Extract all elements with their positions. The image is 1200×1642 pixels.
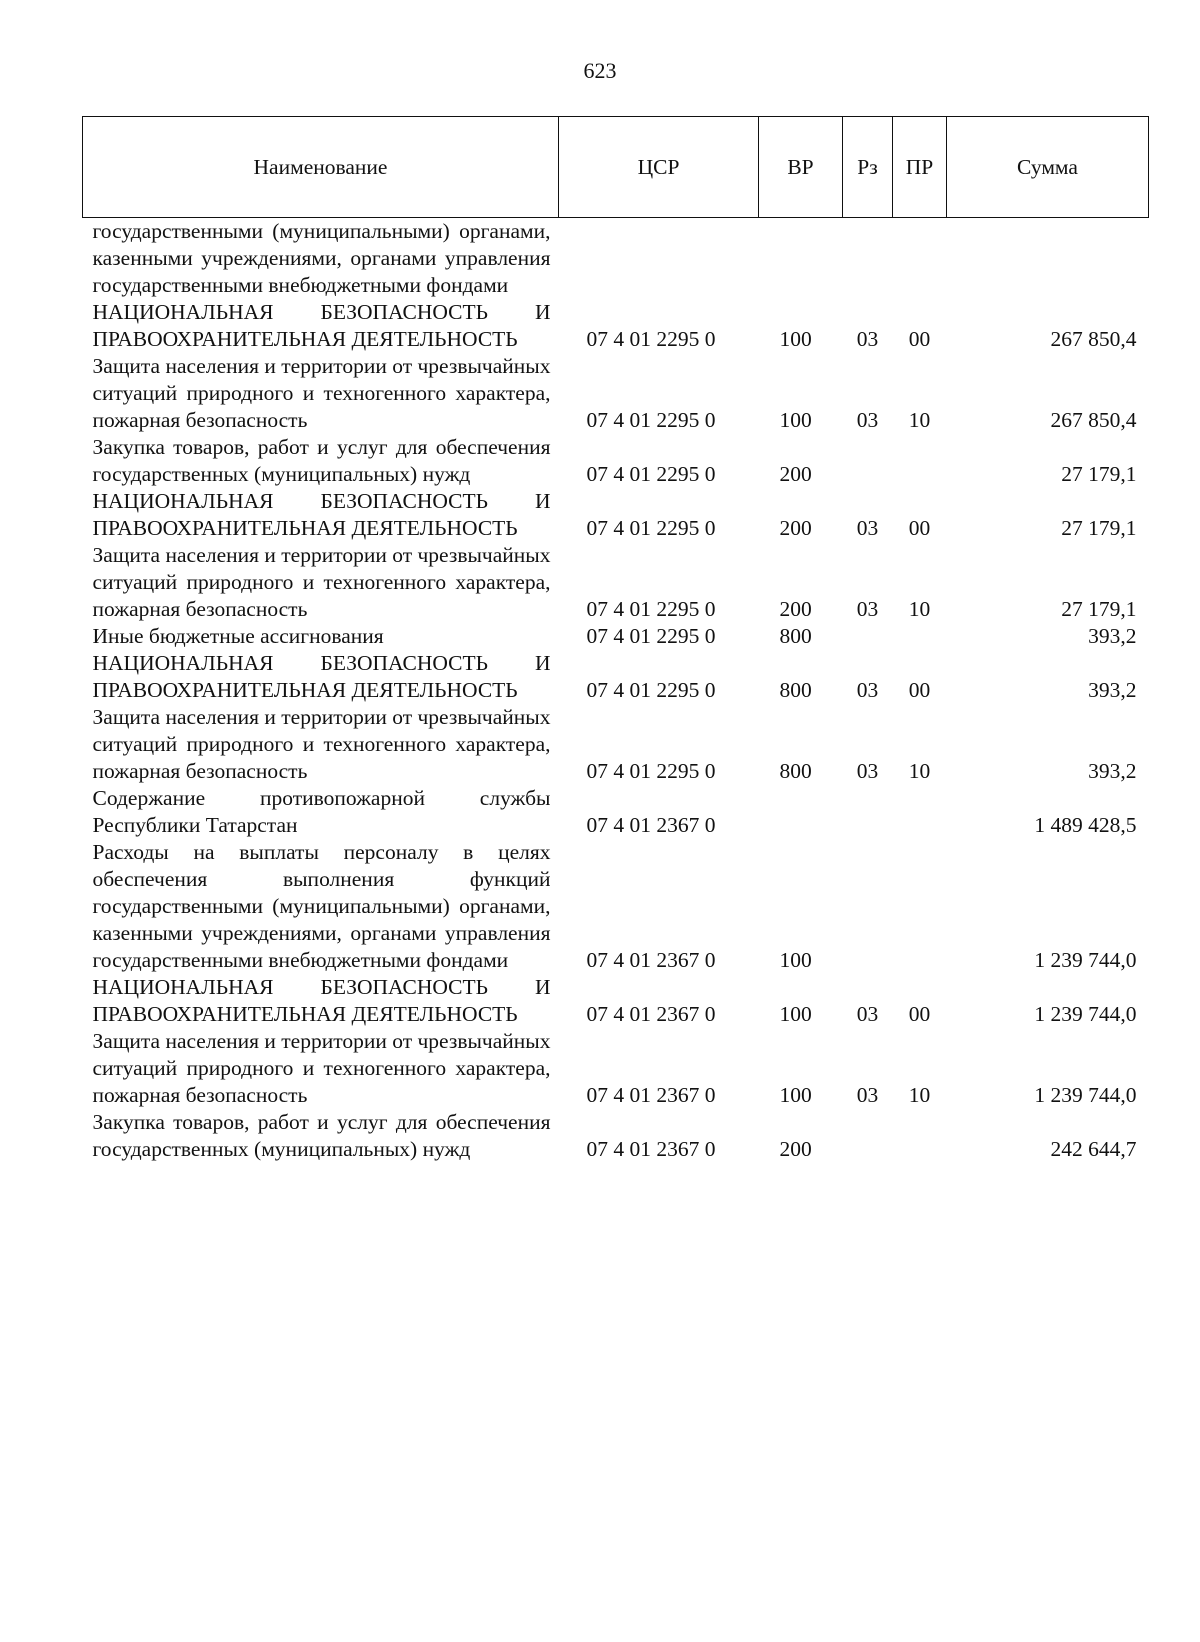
cell-rz xyxy=(843,623,893,650)
cell-sum: 1 239 744,0 xyxy=(1034,1083,1137,1107)
table-row xyxy=(83,704,1149,785)
cell-csr: 07 4 01 2367 0 xyxy=(586,813,716,837)
cell-sum: 1 489 428,5 xyxy=(1034,813,1137,837)
cell-name: Иные бюджетные ассигнования xyxy=(92,624,384,648)
cell-vr: 100 xyxy=(779,408,812,432)
cell-pr: 10 xyxy=(908,597,931,621)
cell-sum xyxy=(947,218,1149,300)
cell-name: Защита населения и территории от чрезвычайных ситуаций природного и техногенного характера, пожарная безопасность xyxy=(92,354,551,432)
table-row xyxy=(83,623,1149,650)
cell-rz: 03 xyxy=(856,408,879,432)
header-rz: Рз xyxy=(843,117,893,218)
table-row xyxy=(83,434,1149,488)
cell-pr xyxy=(893,623,947,650)
cell-vr: 200 xyxy=(779,516,812,540)
cell-rz: 03 xyxy=(856,516,879,540)
cell-rz xyxy=(843,1109,893,1163)
cell-sum: 1 239 744,0 xyxy=(1034,1002,1137,1026)
cell-rz xyxy=(843,785,893,839)
table-row xyxy=(83,785,1149,839)
cell-name: Расходы на выплаты персоналу в целях обеспечения выполнения функций государственными (муниципальными) органами, казенными учреждениями, органами управления государственными внебюджетными фондами xyxy=(92,840,551,972)
header-row xyxy=(83,117,1149,218)
cell-csr: 07 4 01 2295 0 xyxy=(586,597,716,621)
cell-vr: 100 xyxy=(779,1083,812,1107)
cell-pr xyxy=(893,1109,947,1163)
header-csr: ЦСР xyxy=(559,117,759,218)
cell-csr: 07 4 01 2295 0 xyxy=(586,678,716,702)
table-row xyxy=(83,650,1149,704)
cell-pr xyxy=(893,218,947,300)
cell-name: Защита населения и территории от чрезвычайных ситуаций природного и техногенного характера, пожарная безопасность xyxy=(92,543,551,621)
cell-sum: 27 179,1 xyxy=(1061,597,1137,621)
cell-rz: 03 xyxy=(856,1002,879,1026)
cell-name: НАЦИОНАЛЬНАЯ БЕЗОПАСНОСТЬ И ПРАВООХРАНИТЕЛЬНАЯ ДЕЯТЕЛЬНОСТЬ xyxy=(92,651,551,702)
table-row xyxy=(83,542,1149,623)
header-name: Наименование xyxy=(83,117,559,218)
cell-vr: 100 xyxy=(779,948,812,972)
cell-vr: 100 xyxy=(779,1002,812,1026)
table-row xyxy=(83,488,1149,542)
header-sum: Сумма xyxy=(947,117,1149,218)
cell-name: Защита населения и территории от чрезвычайных ситуаций природного и техногенного характера, пожарная безопасность xyxy=(92,1029,551,1107)
table-body xyxy=(83,218,1149,1164)
cell-rz: 03 xyxy=(856,759,879,783)
cell-name: Защита населения и территории от чрезвычайных ситуаций природного и техногенного характера, пожарная безопасность xyxy=(92,705,551,783)
cell-rz: 03 xyxy=(856,1083,879,1107)
cell-rz xyxy=(843,434,893,488)
cell-rz xyxy=(843,839,893,974)
cell-sum: 393,2 xyxy=(1088,759,1137,783)
cell-rz xyxy=(843,218,893,300)
cell-pr: 00 xyxy=(908,678,931,702)
header-pr: ПР xyxy=(893,117,947,218)
cell-name: Закупка товаров, работ и услуг для обеспечения государственных (муниципальных) нужд xyxy=(92,435,551,486)
cell-sum: 393,2 xyxy=(1088,624,1137,648)
cell-rz: 03 xyxy=(856,678,879,702)
cell-sum: 242 644,7 xyxy=(1050,1137,1137,1161)
table-row xyxy=(83,353,1149,434)
cell-vr: 200 xyxy=(779,597,812,621)
cell-csr: 07 4 01 2295 0 xyxy=(586,327,716,351)
cell-vr: 800 xyxy=(779,624,812,648)
cell-rz: 03 xyxy=(856,597,879,621)
cell-csr: 07 4 01 2367 0 xyxy=(586,1137,716,1161)
cell-name: Содержание противопожарной службы Республики Татарстан xyxy=(92,786,551,837)
cell-sum: 267 850,4 xyxy=(1050,327,1137,351)
cell-csr: 07 4 01 2367 0 xyxy=(586,1083,716,1107)
cell-csr: 07 4 01 2295 0 xyxy=(586,759,716,783)
cell-csr xyxy=(559,218,759,300)
cell-name: НАЦИОНАЛЬНАЯ БЕЗОПАСНОСТЬ И ПРАВООХРАНИТЕЛЬНАЯ ДЕЯТЕЛЬНОСТЬ xyxy=(92,300,551,351)
cell-pr: 10 xyxy=(908,759,931,783)
cell-pr: 10 xyxy=(908,408,931,432)
cell-vr xyxy=(759,785,843,839)
table-row xyxy=(83,1028,1149,1109)
cell-sum: 27 179,1 xyxy=(1061,516,1137,540)
cell-name: НАЦИОНАЛЬНАЯ БЕЗОПАСНОСТЬ И ПРАВООХРАНИТЕЛЬНАЯ ДЕЯТЕЛЬНОСТЬ xyxy=(92,489,551,540)
cell-pr: 10 xyxy=(908,1083,931,1107)
page-number: 623 xyxy=(583,58,617,83)
cell-pr: 00 xyxy=(908,516,931,540)
cell-csr: 07 4 01 2295 0 xyxy=(586,516,716,540)
cell-csr: 07 4 01 2295 0 xyxy=(586,624,716,648)
cell-sum: 393,2 xyxy=(1088,678,1137,702)
table-header xyxy=(83,117,1149,218)
budget-table xyxy=(82,116,1149,1163)
table-row xyxy=(83,218,1149,300)
cell-vr: 200 xyxy=(779,1137,812,1161)
cell-pr: 00 xyxy=(908,1002,931,1026)
cell-vr: 200 xyxy=(779,462,812,486)
cell-csr: 07 4 01 2367 0 xyxy=(586,1002,716,1026)
cell-csr: 07 4 01 2295 0 xyxy=(586,462,716,486)
cell-vr: 800 xyxy=(779,759,812,783)
header-vr: ВР xyxy=(759,117,843,218)
table-row xyxy=(83,974,1149,1028)
cell-sum: 267 850,4 xyxy=(1050,408,1137,432)
cell-name: Закупка товаров, работ и услуг для обеспечения государственных (муниципальных) нужд xyxy=(92,1110,551,1161)
cell-vr: 800 xyxy=(779,678,812,702)
cell-pr: 00 xyxy=(908,327,931,351)
cell-pr xyxy=(893,839,947,974)
table-row xyxy=(83,839,1149,974)
cell-name: государственными (муниципальными) органами, казенными учреждениями, органами управления государственными внебюджетными фондами xyxy=(92,219,551,297)
cell-rz: 03 xyxy=(856,327,879,351)
cell-pr xyxy=(893,434,947,488)
cell-vr xyxy=(759,218,843,300)
cell-vr: 100 xyxy=(779,327,812,351)
cell-csr: 07 4 01 2367 0 xyxy=(586,948,716,972)
table-row xyxy=(83,299,1149,353)
table-row xyxy=(83,1109,1149,1163)
cell-pr xyxy=(893,785,947,839)
cell-sum: 27 179,1 xyxy=(1061,462,1137,486)
cell-name: НАЦИОНАЛЬНАЯ БЕЗОПАСНОСТЬ И ПРАВООХРАНИТЕЛЬНАЯ ДЕЯТЕЛЬНОСТЬ xyxy=(92,975,551,1026)
cell-sum: 1 239 744,0 xyxy=(1034,948,1137,972)
cell-csr: 07 4 01 2295 0 xyxy=(586,408,716,432)
